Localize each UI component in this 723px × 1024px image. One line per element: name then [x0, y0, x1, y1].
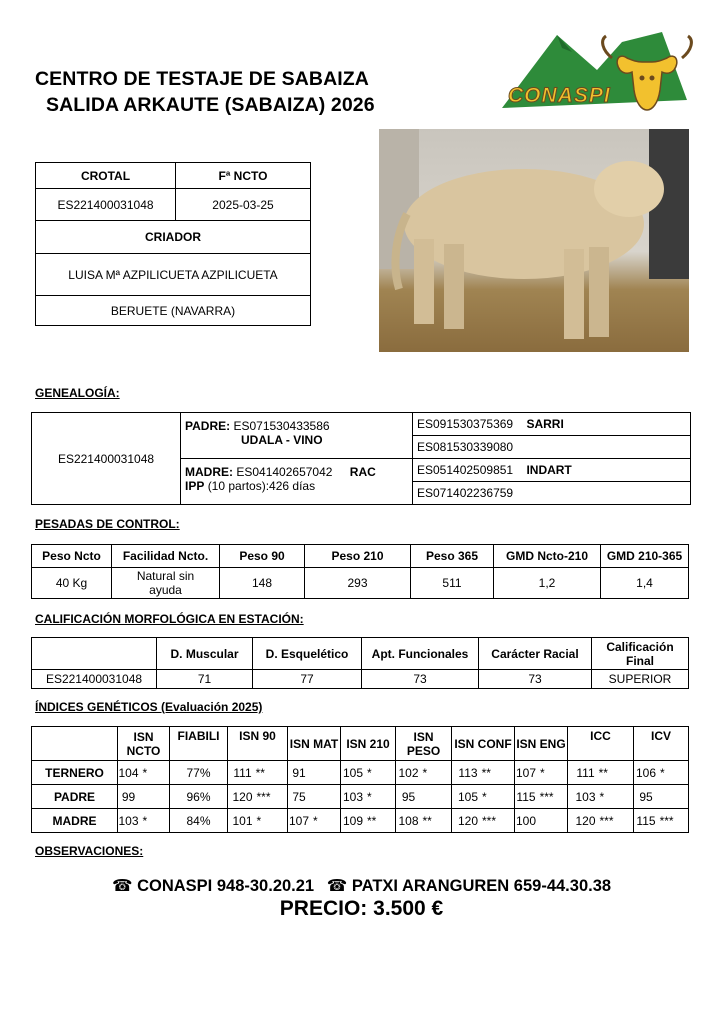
- indices-header-1: ISN NCTO: [118, 727, 170, 761]
- indices-cell: [341, 809, 396, 833]
- indices-table: [31, 726, 689, 833]
- indices-cell: [568, 809, 634, 833]
- telephone-icon: ☎: [111, 876, 133, 895]
- pesadas-value-0: 40 Kg: [32, 568, 112, 599]
- madre-tag-ipp: IPP: [185, 479, 205, 493]
- indices-value: 113: [458, 765, 478, 780]
- grandparent-1-code: ES091530375369: [417, 417, 514, 431]
- indices-cell: [515, 809, 568, 833]
- grandparent-4: [413, 482, 691, 505]
- indices-cell: [515, 761, 568, 785]
- crotal-value: ES221400031048: [36, 189, 176, 221]
- indices-header-4: ISN MAT: [288, 727, 341, 761]
- indices-stars: **: [481, 765, 491, 780]
- pesadas-table: [31, 544, 689, 599]
- indices-header-6: ISN PESO: [396, 727, 452, 761]
- indices-cell: [170, 785, 228, 809]
- indices-value: 100: [515, 813, 537, 828]
- pesadas-value-3: 293: [305, 568, 411, 599]
- indices-value: 120: [457, 813, 479, 828]
- indices-cell: [396, 809, 452, 833]
- pesadas-header-3: Peso 210: [305, 545, 411, 568]
- indices-cell: [341, 785, 396, 809]
- genealogy-madre: [181, 459, 413, 505]
- title-line-1: CENTRO DE TESTAJE DE SABAIZA: [35, 68, 369, 90]
- indices-cell: [452, 761, 515, 785]
- indices-value: 96%: [186, 789, 211, 804]
- indices-value: 103: [118, 813, 139, 828]
- calificacion-header-5: Calificación Final: [592, 638, 689, 670]
- pesadas-header-4: Peso 365: [411, 545, 494, 568]
- indices-stars: **: [598, 765, 608, 780]
- observaciones-heading: OBSERVACIONES:: [35, 844, 144, 858]
- calificacion-value-3: 73: [362, 670, 479, 689]
- indices-stars: **: [367, 813, 377, 828]
- calificacion-header-3: Apt. Funcionales: [362, 638, 479, 670]
- indices-stars: *: [256, 813, 262, 828]
- indices-row-label: PADRE: [32, 785, 118, 809]
- indices-row-label: TERNERO: [32, 761, 118, 785]
- indices-cell: [288, 785, 341, 809]
- indices-value: 95: [401, 789, 416, 804]
- indices-value: 103: [342, 789, 364, 804]
- indices-value: 107: [288, 813, 310, 828]
- pesadas-header-1: Facilidad Ncto.: [112, 545, 220, 568]
- pesadas-heading: PESADAS DE CONTROL:: [35, 517, 180, 531]
- indices-stars: *: [313, 813, 318, 828]
- genealogy-table: [31, 412, 691, 505]
- indices-cell: [170, 809, 228, 833]
- genealogy-padre: [181, 413, 413, 459]
- indices-value: 108: [398, 813, 419, 828]
- contact-line: [0, 876, 723, 896]
- indices-value: 109: [342, 813, 364, 828]
- indices-header-8: ISN ENG: [515, 727, 568, 761]
- calificacion-header-2: D. Esquelético: [253, 638, 362, 670]
- calificacion-header-4: Carácter Racial: [479, 638, 592, 670]
- pesadas-value-1: Natural sin ayuda: [112, 568, 220, 599]
- indices-row-label: MADRE: [32, 809, 118, 833]
- indices-stars: ***: [256, 789, 271, 804]
- madre-code: ES041402657042: [236, 465, 333, 479]
- indices-body: [32, 761, 689, 833]
- pesadas-header-0: Peso Ncto: [32, 545, 112, 568]
- calificacion-header-0: [32, 638, 157, 670]
- indices-stars: *: [142, 765, 148, 780]
- indices-stars: **: [422, 813, 432, 828]
- conaspi-logo: [502, 30, 697, 115]
- indices-stars: *: [482, 789, 487, 804]
- indices-cell: [228, 785, 288, 809]
- fncto-header: Fª NCTO: [176, 163, 311, 189]
- indices-cell: [452, 809, 515, 833]
- indices-cell: [568, 761, 634, 785]
- indices-header-7: ISN CONF: [452, 727, 515, 761]
- indices-header-2: FIABILI: [170, 727, 228, 761]
- indices-stars: *: [142, 813, 148, 828]
- indices-stars: *: [367, 789, 372, 804]
- indices-stars: *: [422, 765, 428, 780]
- indices-row: [32, 785, 689, 809]
- grandparent-4-code: ES071402236759: [417, 486, 514, 500]
- grandparent-1-name: SARRI: [526, 417, 564, 431]
- contact-conaspi: CONASPI 948-30.20.21: [137, 877, 315, 895]
- indices-value: 111: [233, 765, 252, 780]
- indices-header-5: ISN 210: [341, 727, 396, 761]
- indices-header-10: ICV: [634, 727, 689, 761]
- grandparent-3-name: INDART: [526, 463, 572, 477]
- indices-cell: [396, 761, 452, 785]
- indices-stars: *: [660, 765, 665, 780]
- indices-value: 95: [639, 789, 653, 804]
- madre-tag-rac: RAC: [349, 465, 376, 479]
- pesadas-header-2: Peso 90: [220, 545, 305, 568]
- indices-value: 105: [457, 789, 479, 804]
- madre-info: (10 partos):426 días: [207, 479, 316, 493]
- pesadas-value-6: 1,4: [601, 568, 689, 599]
- indices-value: 105: [342, 765, 364, 780]
- indices-header-0: [32, 727, 118, 761]
- indices-stars: ***: [599, 813, 614, 828]
- calificacion-header-1: D. Muscular: [157, 638, 253, 670]
- crotal-header: CROTAL: [36, 163, 176, 189]
- calificacion-value-2: 77: [253, 670, 362, 689]
- genealogy-animal: ES221400031048: [32, 413, 181, 505]
- indices-value: 84%: [186, 813, 211, 828]
- indices-value: 75: [292, 789, 306, 804]
- indices-value: 107: [515, 765, 537, 780]
- calificacion-value-5: SUPERIOR: [592, 670, 689, 689]
- indices-stars: *: [367, 765, 372, 780]
- indices-cell: [515, 785, 568, 809]
- padre-label: PADRE:: [185, 419, 231, 433]
- pesadas-value-4: 511: [411, 568, 494, 599]
- pesadas-value-5: 1,2: [494, 568, 601, 599]
- grandparent-3-code: ES051402509851: [417, 463, 514, 477]
- indices-value: 120: [232, 789, 253, 804]
- indices-stars: *: [599, 789, 605, 804]
- calificacion-value-0: ES221400031048: [32, 670, 157, 689]
- logo-text: CONASPI: [508, 84, 611, 107]
- identification-table: [35, 162, 311, 326]
- criador-name: LUISA Mª AZPILICUETA AZPILICUETA: [36, 254, 311, 296]
- pesadas-header-6: GMD 210-365: [601, 545, 689, 568]
- indices-cell: [228, 761, 288, 785]
- calificacion-heading: CALIFICACIÓN MORFOLÓGICA EN ESTACIÓN:: [35, 612, 304, 626]
- indices-value: 77%: [186, 765, 211, 780]
- indices-header-9: ICC: [568, 727, 634, 761]
- grandparent-3: [413, 459, 691, 482]
- indices-cell: [396, 785, 452, 809]
- calificacion-table: [31, 637, 689, 689]
- indices-value: 111: [576, 765, 595, 780]
- indices-cell: [118, 761, 170, 785]
- indices-header-3: ISN 90: [228, 727, 288, 761]
- indices-cell: [118, 785, 170, 809]
- indices-value: 103: [575, 789, 596, 804]
- indices-cell: [288, 761, 341, 785]
- price: PRECIO: 3.500 €: [279, 897, 444, 920]
- criador-location: BERUETE (NAVARRA): [36, 296, 311, 326]
- indices-stars: **: [255, 765, 265, 780]
- indices-stars: ***: [482, 813, 497, 828]
- indices-value: 101: [232, 813, 253, 828]
- genealogia-heading: GENEALOGÍA:: [35, 386, 120, 400]
- indices-row: [32, 761, 689, 785]
- grandparent-2-code: ES081530339080: [417, 440, 514, 454]
- madre-label: MADRE:: [185, 465, 233, 479]
- indices-cell: [170, 761, 228, 785]
- bull-photo: [379, 129, 689, 352]
- pesadas-header-5: GMD Ncto-210: [494, 545, 601, 568]
- calificacion-value-4: 73: [479, 670, 592, 689]
- indices-cell: [634, 761, 689, 785]
- indices-stars: ***: [539, 789, 554, 804]
- indices-stars: ***: [659, 813, 674, 828]
- criador-header: CRIADOR: [36, 221, 311, 254]
- indices-cell: [118, 809, 170, 833]
- indices-cell: [228, 809, 288, 833]
- padre-code: ES071530433586: [233, 419, 330, 433]
- indices-value: 115: [516, 789, 536, 804]
- indices-value: 106: [635, 765, 657, 780]
- indices-cell: [288, 809, 341, 833]
- indices-heading: ÍNDICES GENÉTICOS (Evaluación 2025): [35, 700, 263, 714]
- contact-patxi: PATXI ARANGUREN 659-44.30.38: [351, 877, 612, 895]
- pesadas-value-2: 148: [220, 568, 305, 599]
- telephone-icon: ☎: [326, 876, 348, 895]
- padre-name: UDALA - VINO: [241, 433, 323, 447]
- indices-row: [32, 809, 689, 833]
- indices-value: 104: [118, 765, 139, 780]
- indices-cell: [341, 761, 396, 785]
- indices-cell: [634, 809, 689, 833]
- indices-value: 102: [398, 765, 419, 780]
- title-line-2: SALIDA ARKAUTE (SABAIZA) 2026: [46, 94, 375, 116]
- indices-stars: *: [540, 765, 545, 780]
- calificacion-value-1: 71: [157, 670, 253, 689]
- grandparent-2: [413, 436, 691, 459]
- fncto-value: 2025-03-25: [176, 189, 311, 221]
- grandparent-1: [413, 413, 691, 436]
- indices-value: 115: [636, 813, 656, 828]
- indices-cell: [634, 785, 689, 809]
- indices-value: 99: [121, 789, 136, 804]
- indices-value: 91: [292, 765, 306, 780]
- indices-cell: [452, 785, 515, 809]
- indices-value: 120: [575, 813, 596, 828]
- indices-cell: [568, 785, 634, 809]
